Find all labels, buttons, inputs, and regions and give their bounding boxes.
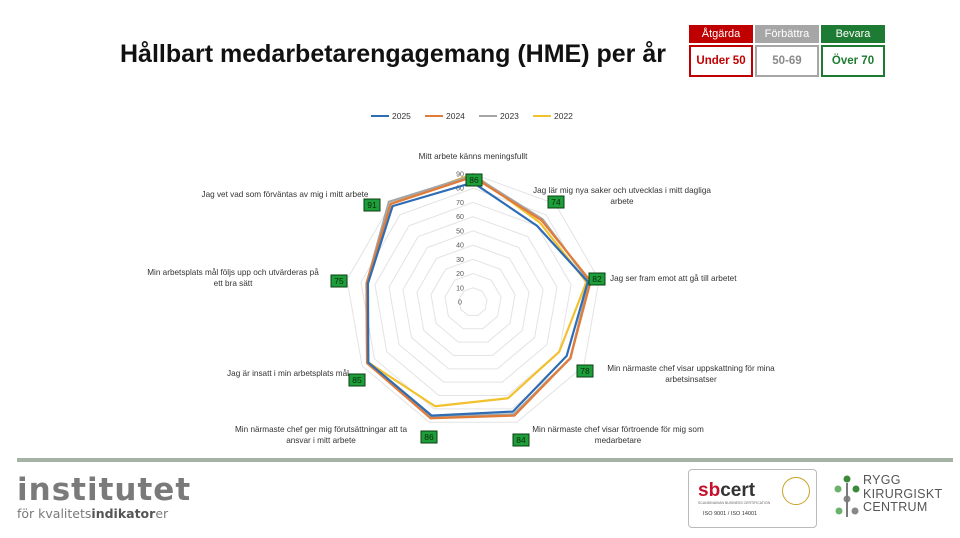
axis-label-6: Min närmaste chef ger mig förutsättningar att ta ansvar i mitt arbete <box>234 425 408 445</box>
tick-label: 20 <box>456 271 464 279</box>
clinic-figure-icon <box>832 473 862 523</box>
value-badge <box>364 199 380 211</box>
threshold-action-grey: Förbättra <box>755 25 819 43</box>
value-badge-label: 84 <box>516 435 526 445</box>
value-badge-label: 86 <box>469 175 479 185</box>
value-badge-label: 78 <box>580 366 590 376</box>
radar-ticks <box>456 172 464 307</box>
axis-label-2: Jag lär mig nya saker och utvecklas i mitt dagliga arbete <box>533 186 711 206</box>
value-badge <box>548 196 564 208</box>
tick-label: 30 <box>456 256 464 264</box>
brand-sub-prefix: för kvalitets <box>17 506 92 521</box>
tick-label: 10 <box>456 285 464 293</box>
tick-label: 40 <box>456 242 464 250</box>
tick-label: 90 <box>456 171 464 179</box>
value-badge <box>589 273 605 285</box>
axis-label-3: Jag ser fram emot att gå till arbetet <box>610 274 737 283</box>
radar-series <box>367 171 591 418</box>
brand-sub-suffix: er <box>155 506 169 521</box>
cert-name <box>698 480 755 502</box>
grid-ring <box>417 242 529 355</box>
legend-entry: 2022 <box>554 111 573 121</box>
value-badge-label: 91 <box>367 200 377 210</box>
page-title: Hållbart medarbetarengagemang (HME) per år <box>120 40 666 68</box>
grid-ring <box>347 171 599 422</box>
cert-iso: ISO 9001 / ISO 14001 <box>703 511 758 517</box>
radar-axis-labels <box>147 152 775 445</box>
value-badge-label: 74 <box>551 197 561 207</box>
value-badge <box>421 431 437 443</box>
tick-label: 0 <box>458 299 462 307</box>
threshold-range-grey: 50-69 <box>755 45 819 77</box>
value-badge <box>513 434 529 446</box>
radar-grid <box>347 171 599 422</box>
clinic-name <box>863 474 942 515</box>
axis-label-4: Min närmaste chef visar uppskattning för mina arbetsinsatser <box>607 364 775 384</box>
threshold-range-green: Över 70 <box>821 45 885 77</box>
series-line-2022 <box>367 171 587 406</box>
tick-label: 70 <box>456 199 464 207</box>
sbcert-logo <box>688 469 817 528</box>
axis-label-1: Mitt arbete känns meningsfullt <box>418 152 528 161</box>
cert-subline: SCANDINAVIAN BUSINESS CERTIFICATION <box>698 501 771 505</box>
series-legend <box>371 111 573 121</box>
cert-name-a: sb <box>698 480 721 501</box>
footer-divider <box>17 458 953 462</box>
value-badge-label: 86 <box>424 432 434 442</box>
legend-entry: 2025 <box>392 111 411 121</box>
legend-entry: 2023 <box>500 111 519 121</box>
value-badge-label: 85 <box>352 375 362 385</box>
grid-ring <box>431 256 515 342</box>
clinic-line-1: RYGG <box>863 473 901 487</box>
threshold-range-red: Under 50 <box>689 45 753 77</box>
grid-ring <box>445 274 501 329</box>
axis-label-5: Min närmaste chef visar förtroende för mig som medarbetare <box>532 425 704 445</box>
threshold-action-green: Bevara <box>821 25 885 43</box>
tick-label: 80 <box>456 185 464 193</box>
certification-seal-icon <box>782 477 810 505</box>
grid-ring <box>403 231 543 369</box>
value-badge-label: 75 <box>334 276 344 286</box>
axis-label-9: Jag vet vad som förväntas av mig i mitt arbete <box>201 190 369 199</box>
axis-label-8: Min arbetsplats mål följs upp och utvärderas på ett bra sätt <box>147 268 319 288</box>
clinic-line-2: KIRURGISKT <box>863 486 943 501</box>
grid-ring <box>389 217 557 383</box>
value-badge-label: 82 <box>592 274 602 284</box>
brand-sub-bold: indikator <box>91 506 156 521</box>
value-badge <box>349 374 365 386</box>
clinic-line-3: CENTRUM <box>863 500 928 514</box>
legend-entry: 2024 <box>446 111 465 121</box>
value-badge <box>577 365 593 377</box>
axis-label-7: Jag är insatt i min arbetsplats mål <box>227 369 349 378</box>
brand-main: institutet <box>17 472 192 508</box>
value-badge <box>466 174 482 186</box>
radar-badges <box>331 171 605 446</box>
threshold-action-red: Åtgärda <box>689 25 753 43</box>
institutet-logo <box>17 474 191 521</box>
cert-name-b: cert <box>720 480 756 501</box>
tick-label: 60 <box>456 214 464 222</box>
brand-sub <box>17 506 191 521</box>
value-badge <box>331 275 347 287</box>
tick-label: 50 <box>456 228 464 236</box>
ryggkirurgiskt-centrum-logo <box>830 469 952 526</box>
